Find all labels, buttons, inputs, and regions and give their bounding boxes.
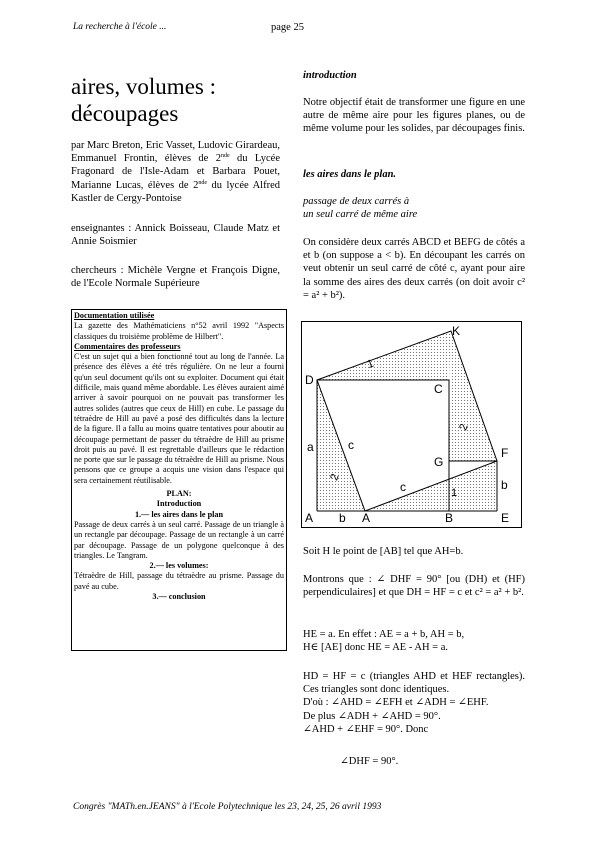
label-piece-2-left: 2 (328, 472, 342, 483)
label-side-b-right: b (501, 478, 508, 492)
hd-proof-line-2: D'où : ∠AHD = ∠EFH et ∠ADH = ∠EHF. (303, 697, 489, 709)
label-piece-1-top: 1 (365, 357, 376, 371)
he-proof (303, 628, 525, 654)
authors-sup-2: nde (198, 179, 208, 186)
footer: Congrès "MATh.en.JEANS" à l'Ecole Polytechnique les 23, 24, 25, 26 avril 1993 (73, 802, 382, 812)
researchers: chercheurs : Michèle Vergne et François Digne, de l'Ecole Normale Supérieure (71, 265, 280, 290)
label-c: C (434, 382, 443, 396)
label-k: K (452, 324, 461, 338)
conclusion: ∠DHF = 90°. (340, 756, 399, 767)
comments-text: C'est un sujet qui a bien fonctionné tout au long de l'année. La présence des élèves a été très régulière. On ne leur a fourni qu'un seul document qu'ils ont su exploiter. Document qui était difficile, mais quand même abordable. Les élèves auraient aimé arriver à savoir pourquoi on ne pouvait pas transformer les autres solides (autres que ceux de Hill) en cube. Le passage du tétraèdre de Hill au pavé a posé des difficultés dans la lecture de la figure. Il a fallu au moins quatre tentatives pour aboutir au découpage permettant de passer du tétraèdre de Hill au prisme droit puis au pavé. Il est regrettable d'ailleurs que le rédaction ne porte que sur le passage du tétraèdre de Hill au prisme. Nous pensons que ce groupe a acquis une vision dans l'espace qui sera certainement réutilisable. (74, 352, 284, 485)
he-proof-line-1: HE = a. En effet : AE = a + b, AH = b, (303, 629, 465, 640)
intro-heading: introduction (303, 70, 357, 81)
documentation-heading: Documentation utilisée (74, 311, 155, 320)
plan-section-3: 3.— conclusion (152, 592, 206, 602)
label-e: E (501, 511, 510, 525)
plane-heading: les aires dans le plan. (303, 169, 397, 180)
hd-proof-line-1: HD = HF = c (triangles AHD et HEF rectangles). Ces triangles sont donc identiques. (303, 671, 525, 696)
intro-text: Notre objectif était de transformer une figure en une autre de même aire pour les figures planes, ou de même volume pour les solides, par découpages finis. (303, 97, 525, 135)
authors-text-3: du lycée Alfred Kastler de Cergy-Pontoise (71, 179, 280, 204)
hd-proof-line-4: ∠AHD + ∠EHF = 90°. Donc (303, 723, 429, 735)
label-side-c-bottom: c (400, 480, 406, 494)
title-line-2: découpages (71, 101, 179, 126)
label-f: F (501, 446, 509, 460)
he-proof-line-2: H∈ [AE] donc HE = AE - AH = a. (303, 642, 449, 654)
teachers: enseignantes : Annick Boisseau, Claude Matz et Annie Soismier (71, 223, 280, 248)
hd-proof-line-3: De plus ∠ADH + ∠AHD = 90°. (303, 710, 441, 722)
plan-intro: Introduction (156, 499, 202, 509)
info-box (71, 309, 287, 651)
plan-section-2: 2.— les volumes: (149, 561, 209, 571)
title-line-1: aires, volumes : (71, 74, 216, 99)
label-g: G (434, 455, 444, 469)
label-b: B (445, 511, 454, 525)
label-piece-1-bottom: 1 (451, 487, 458, 499)
authors-text-2: du Lycée Fragonard de l'Isle-Adam et Barbara Pouet, Marianne Lucas, élèves de 2 (71, 153, 280, 191)
hd-proof (303, 670, 525, 736)
label-a-right: A (362, 511, 371, 525)
comments-heading: Commentaires des professeurs (74, 341, 181, 351)
subsection-line-1: passage de deux carrés à (303, 196, 410, 207)
show-statement: Montrons que : ∠ DHF = 90° [ou (DH) et (HF) perpendiculaires] et que DH = HF = c et c² = a² + b². (303, 574, 525, 599)
h-definition: Soit H le point de [AB] tel que AH=b. (303, 546, 464, 557)
label-side-c-left: c (348, 438, 354, 452)
label-a-left: A (305, 511, 314, 525)
subsection-line-2: un seul carré de même aire (303, 209, 418, 221)
label-d: D (305, 373, 314, 387)
page-number: page 25 (271, 22, 304, 33)
squares-figure (301, 321, 523, 529)
subsection-title (303, 195, 525, 221)
label-side-a: a (307, 440, 314, 454)
authors (71, 139, 280, 205)
plan-section-1-text: Passage de deux carrés à un seul carré. Passage de un triangle à un rectangle par découpage. Passage de un rectangle à un carré par découpage. Passage de un polygone quelconque à des triangles. Le Tangram. (74, 519, 284, 560)
authors-text-1: par Marc Breton, Eric Vasset, Ludovic Girardeau, Emmanuel Frontin, élèves de 2 (71, 140, 280, 165)
consider-text: On considère deux carrés ABCD et BEFG de côtés a et b (on suppose a < b). En découpant les carrés on veut obtenir un seul carré de côté c, ayant pour aire la somme des aires des deux carrés (on doit avoir c² = a² + b²). (303, 237, 525, 301)
plan-section-2-text: Tétraèdre de Hill, passage du tétraèdre au prisme. Passage du pavé au cube. (74, 571, 284, 591)
plan-heading: PLAN: (166, 489, 192, 499)
label-piece-2-right: 2 (457, 422, 471, 433)
article-title (71, 73, 291, 127)
authors-sup-1: nde (220, 153, 230, 160)
running-header: La recherche à l'école ... (73, 22, 167, 32)
label-side-b-bottom: b (339, 511, 346, 525)
plan-section-1: 1.— les aires dans le plan (134, 509, 224, 519)
documentation-text: La gazette des Mathématiciens n°52 avril 1992 "Aspects classiques du troisième problème de Hilbert". (74, 321, 284, 341)
